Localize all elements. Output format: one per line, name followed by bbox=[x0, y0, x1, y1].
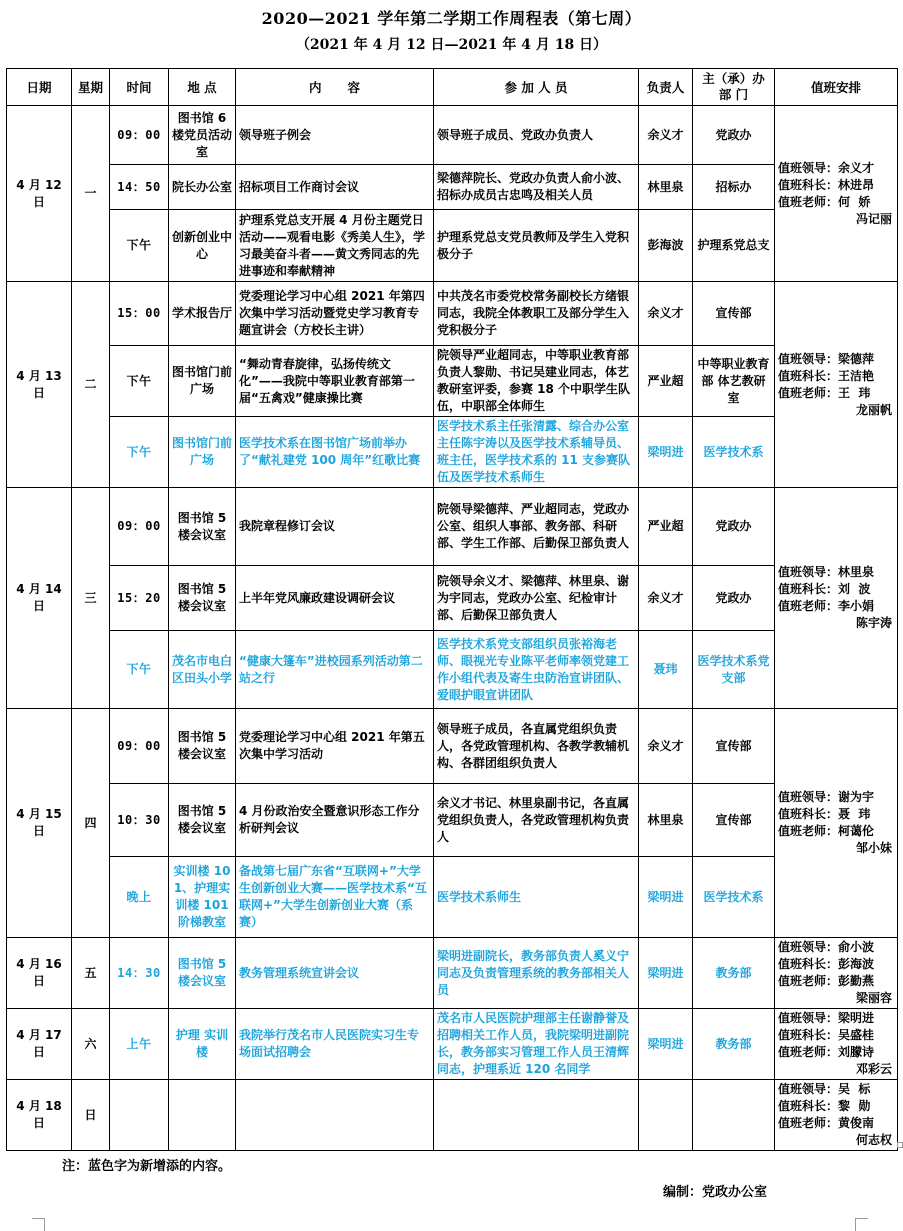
location-cell: 创新创业中心 bbox=[169, 210, 236, 282]
host-dept-cell: 护理系党总支 bbox=[693, 210, 775, 282]
table-row bbox=[7, 1080, 898, 1151]
responsible-cell: 梁明进 bbox=[639, 938, 693, 1009]
location-cell: 图书馆门前广场 bbox=[169, 346, 236, 417]
duty-chief: 值班科长：林进昂 bbox=[778, 177, 875, 192]
content-cell: 护理系党总支开展 4 月份主题党日活动——观看电影《秀美人生》，学习最美奋斗者——黄文秀同志的先进事迹和奉献精神 bbox=[236, 210, 434, 282]
responsible-cell: 余义才 bbox=[639, 709, 693, 784]
duty-arrangement-cell bbox=[775, 488, 898, 709]
participants-cell: 中共茂名市委党校常务副校长方绪银同志，我院全体教职工及部分学生入党积极分子 bbox=[434, 282, 639, 346]
responsible-cell: 林里泉 bbox=[639, 784, 693, 857]
participants-cell: 医学技术系主任张清露、综合办公室主任陈宇涛以及医学技术系辅导员、班主任，医学技术系的 11 支参赛队伍及医学技术系师生 bbox=[434, 417, 639, 488]
date-cell: 4 月 13 日 bbox=[7, 282, 72, 488]
duty-teacher: 值班老师：李小娟 bbox=[778, 599, 875, 613]
content-cell: 领导班子例会 bbox=[236, 106, 434, 165]
participants-cell: 茂名市人民医院护理部主任谢静誉及招聘相关工作人员，我院梁明进副院长，教务部实习管理工作人员王清辉同志，护理系近 120 名同学 bbox=[434, 1009, 639, 1080]
duty-leader: 值班领导：林里泉 bbox=[778, 565, 875, 579]
location-cell bbox=[169, 1080, 236, 1151]
date-cell: 4 月 17 日 bbox=[7, 1009, 72, 1080]
participants-cell: 院领导梁德萍、严业超同志，党政办公室、组织人事部、教务部、科研部、学生工作部、后勤保卫部负责人 bbox=[434, 488, 639, 566]
duty-arrangement-cell bbox=[775, 938, 898, 1009]
content-cell: 招标项目工作商讨会议 bbox=[236, 165, 434, 210]
participants-cell: 医学技术系党支部组织员张裕海老师、眼视光专业陈平老师率领党建工作小组代表及寄生虫防治宣讲团队、爱眼护眼宣讲团队 bbox=[434, 631, 639, 709]
legend-note: 注：蓝色字为新增添的内容。 bbox=[62, 1159, 232, 1174]
participants-cell bbox=[434, 1080, 639, 1151]
host-dept-cell: 医学技术系 bbox=[693, 417, 775, 488]
table-row bbox=[7, 106, 898, 165]
header-host-dept bbox=[693, 69, 775, 106]
host-dept-cell: 招标办 bbox=[693, 165, 775, 210]
time-cell: 上午 bbox=[110, 1009, 169, 1080]
duty-arrangement-cell bbox=[775, 1009, 898, 1080]
location-cell: 图书馆 5 楼会议室 bbox=[169, 784, 236, 857]
participants-cell: 领导班子成员、党政办负责人 bbox=[434, 106, 639, 165]
date-cell: 4 月 12 日 bbox=[7, 106, 72, 282]
duty-teacher-2: 冯记丽 bbox=[855, 211, 892, 226]
participants-cell: 院领导余义才、梁德萍、林里泉、谢为宇同志，党政办公室、纪检审计部、后勤保卫部负责人 bbox=[434, 566, 639, 631]
duty-chief: 值班科长：黎 勋 bbox=[778, 1099, 871, 1113]
table-row bbox=[7, 165, 898, 210]
host-dept-cell: 医学技术系党支部 bbox=[693, 631, 775, 709]
content-cell: 备战第七届广东省“互联网+”大学生创新创业大赛——医学技术系“互联网+”大学生创新创业大赛（系赛） bbox=[236, 857, 434, 938]
weekday-cell: 一 bbox=[72, 106, 110, 282]
responsible-cell: 严业超 bbox=[639, 346, 693, 417]
table-row bbox=[7, 709, 898, 784]
duty-arrangement-cell bbox=[775, 709, 898, 938]
duty-teacher-2: 邹小妹 bbox=[855, 841, 892, 855]
page-title: 2020—2021 学年第二学期工作周程表（第七周） bbox=[261, 9, 642, 28]
content-cell: 我院举行茂名市人民医院实习生专场面试招聘会 bbox=[236, 1009, 434, 1080]
duty-chief: 值班科长：聂 玮 bbox=[778, 807, 871, 821]
host-dept-cell: 宣传部 bbox=[693, 282, 775, 346]
time-cell: 下午 bbox=[110, 346, 169, 417]
responsible-cell: 林里泉 bbox=[639, 165, 693, 210]
duty-arrangement-cell bbox=[775, 106, 898, 282]
table-row bbox=[7, 282, 898, 346]
table-header-row bbox=[7, 69, 898, 106]
time-cell: 09：00 bbox=[110, 709, 169, 784]
weekday-cell: 四 bbox=[72, 709, 110, 938]
header-location: 地 点 bbox=[169, 69, 236, 106]
duty-chief: 值班科长：彭海波 bbox=[778, 957, 875, 971]
location-cell: 图书馆 6 楼党员活动室 bbox=[169, 106, 236, 165]
header-duty: 值班安排 bbox=[775, 69, 898, 106]
content-cell: 我院章程修订会议 bbox=[236, 488, 434, 566]
responsible-cell: 梁明进 bbox=[639, 417, 693, 488]
page-corner-mark-right bbox=[855, 1218, 868, 1231]
responsible-cell: 余义才 bbox=[639, 566, 693, 631]
duty-teacher: 值班老师：柯蔼伦 bbox=[778, 824, 875, 838]
host-dept-cell: 党政办 bbox=[693, 566, 775, 631]
content-cell: 4 月份政治安全暨意识形态工作分析研判会议 bbox=[236, 784, 434, 857]
location-cell: 护理 实训楼 bbox=[169, 1009, 236, 1080]
participants-cell: 梁明进副院长，教务部负责人奚义宁同志及负责管理系统的教务部相关人员 bbox=[434, 938, 639, 1009]
table-row bbox=[7, 857, 898, 938]
location-cell: 院长办公室 bbox=[169, 165, 236, 210]
time-cell: 下午 bbox=[110, 631, 169, 709]
time-cell bbox=[110, 1080, 169, 1151]
header-date: 日期 bbox=[7, 69, 72, 106]
responsible-cell: 彭海波 bbox=[639, 210, 693, 282]
weekday-cell: 日 bbox=[72, 1080, 110, 1151]
time-cell: 09：00 bbox=[110, 106, 169, 165]
host-dept-cell: 医学技术系 bbox=[693, 857, 775, 938]
time-cell: 14：50 bbox=[110, 165, 169, 210]
content-cell: “舞动青春旋律，弘扬传统文化”——我院中等职业教育部第一届“五禽戏”健康操比赛 bbox=[236, 346, 434, 417]
host-dept-cell: 宣传部 bbox=[693, 784, 775, 857]
table-row bbox=[7, 417, 898, 488]
host-dept-cell bbox=[693, 1080, 775, 1151]
header-responsible: 负责人 bbox=[639, 69, 693, 106]
participants-cell: 医学技术系师生 bbox=[434, 857, 639, 938]
responsible-cell: 余义才 bbox=[639, 106, 693, 165]
table-row bbox=[7, 566, 898, 631]
duty-arrangement-cell bbox=[775, 1080, 898, 1151]
duty-teacher-2: 龙丽帆 bbox=[855, 402, 892, 417]
weekly-schedule-table bbox=[6, 68, 898, 1151]
table-row bbox=[7, 346, 898, 417]
duty-teacher: 值班老师：黄俊南 bbox=[778, 1116, 875, 1130]
content-cell: 党委理论学习中心组 2021 年第四次集中学习活动暨党史学习教育专题宣讲会（方校长主讲） bbox=[236, 282, 434, 346]
responsible-cell: 余义才 bbox=[639, 282, 693, 346]
participants-cell: 护理系党总支党员教师及学生入党积极分子 bbox=[434, 210, 639, 282]
location-cell: 图书馆门前广场 bbox=[169, 417, 236, 488]
duty-leader: 值班领导：梁明进 bbox=[778, 1011, 875, 1025]
duty-teacher: 值班老师：王 玮 bbox=[778, 385, 871, 400]
location-cell: 图书馆 5 楼会议室 bbox=[169, 709, 236, 784]
host-dept-cell: 教务部 bbox=[693, 938, 775, 1009]
table-row bbox=[7, 631, 898, 709]
date-range-subtitle: （2021 年 4 月 12 日—2021 年 4 月 18 日） bbox=[295, 37, 608, 53]
duty-leader: 值班领导：余义才 bbox=[778, 160, 875, 175]
participants-cell: 院领导严业超同志，中等职业教育部负责人黎勋、书记吴建业同志，体艺教研室评委，参赛 18 个中职学生队伍，中职部全体师生 bbox=[434, 346, 639, 417]
time-cell: 14：30 bbox=[110, 938, 169, 1009]
duty-chief: 值班科长：吴盛桂 bbox=[778, 1028, 875, 1042]
header-participants: 参 加 人 员 bbox=[434, 69, 639, 106]
editor-credit: 编制：党政办公室 bbox=[663, 1185, 768, 1200]
duty-leader: 值班领导：梁德萍 bbox=[778, 351, 875, 366]
table-end-marker bbox=[897, 1142, 903, 1148]
host-dept-cell: 党政办 bbox=[693, 106, 775, 165]
date-cell: 4 月 16 日 bbox=[7, 938, 72, 1009]
duty-teacher-2: 陈宇涛 bbox=[855, 616, 892, 630]
responsible-cell: 严业超 bbox=[639, 488, 693, 566]
content-cell: 医学技术系在图书馆广场前举办了“献礼建党 100 周年”红歌比赛 bbox=[236, 417, 434, 488]
weekday-cell: 六 bbox=[72, 1009, 110, 1080]
time-cell: 下午 bbox=[110, 210, 169, 282]
date-cell: 4 月 15 日 bbox=[7, 709, 72, 938]
time-cell: 10：30 bbox=[110, 784, 169, 857]
schedule-body bbox=[7, 106, 898, 1151]
duty-teacher: 值班老师：彭勤燕 bbox=[778, 974, 875, 988]
table-row bbox=[7, 1009, 898, 1080]
duty-leader: 值班领导：吴 标 bbox=[778, 1082, 871, 1096]
responsible-cell: 聂玮 bbox=[639, 631, 693, 709]
content-cell: 上半年党风廉政建设调研会议 bbox=[236, 566, 434, 631]
location-cell: 实训楼 101、护理实训楼 101 阶梯教室 bbox=[169, 857, 236, 938]
host-dept-cell: 中等职业教育部 体艺教研室 bbox=[693, 346, 775, 417]
header-time: 时间 bbox=[110, 69, 169, 106]
table-row bbox=[7, 488, 898, 566]
location-cell: 图书馆 5 楼会议室 bbox=[169, 566, 236, 631]
responsible-cell: 梁明进 bbox=[639, 1009, 693, 1080]
location-cell: 学术报告厅 bbox=[169, 282, 236, 346]
time-cell: 晚上 bbox=[110, 857, 169, 938]
duty-arrangement-cell bbox=[775, 282, 898, 488]
participants-cell: 余义才书记、林里泉副书记，各直属党组织负责人，各党政管理机构负责人 bbox=[434, 784, 639, 857]
responsible-cell bbox=[639, 1080, 693, 1151]
table-row bbox=[7, 784, 898, 857]
responsible-cell: 梁明进 bbox=[639, 857, 693, 938]
weekday-cell: 二 bbox=[72, 282, 110, 488]
participants-cell: 梁德萍院长、党政办负责人俞小波、招标办成员古忠鸣及相关人员 bbox=[434, 165, 639, 210]
header-content: 内 容 bbox=[236, 69, 434, 106]
duty-chief: 值班科长：王洁艳 bbox=[778, 368, 875, 383]
duty-teacher-2: 邓彩云 bbox=[855, 1062, 892, 1076]
content-cell bbox=[236, 1080, 434, 1151]
time-cell: 15：00 bbox=[110, 282, 169, 346]
time-cell: 15：20 bbox=[110, 566, 169, 631]
date-cell: 4 月 18 日 bbox=[7, 1080, 72, 1151]
header-weekday: 星期 bbox=[72, 69, 110, 106]
duty-teacher: 值班老师：刘朦诗 bbox=[778, 1045, 875, 1059]
content-cell: 教务管理系统宣讲会议 bbox=[236, 938, 434, 1009]
location-cell: 茂名市电白区田头小学 bbox=[169, 631, 236, 709]
weekday-cell: 五 bbox=[72, 938, 110, 1009]
location-cell: 图书馆 5 楼会议室 bbox=[169, 938, 236, 1009]
header-host-dept-line2: 部 门 bbox=[718, 87, 749, 102]
duty-leader: 值班领导：俞小波 bbox=[778, 940, 875, 954]
location-cell: 图书馆 5 楼会议室 bbox=[169, 488, 236, 566]
table-row bbox=[7, 938, 898, 1009]
host-dept-cell: 宣传部 bbox=[693, 709, 775, 784]
participants-cell: 领导班子成员，各直属党组织负责人，各党政管理机构、各教学教辅机构、各群团组织负责人 bbox=[434, 709, 639, 784]
duty-teacher-2: 梁丽容 bbox=[855, 991, 892, 1005]
header-host-dept-line1: 主（承）办 bbox=[702, 71, 765, 86]
time-cell: 09：00 bbox=[110, 488, 169, 566]
content-cell: “健康大篷车”进校园系列活动第二站之行 bbox=[236, 631, 434, 709]
host-dept-cell: 教务部 bbox=[693, 1009, 775, 1080]
date-cell: 4 月 14 日 bbox=[7, 488, 72, 709]
duty-teacher-2: 何志权 bbox=[855, 1133, 892, 1147]
page-corner-mark-left bbox=[32, 1218, 45, 1231]
duty-chief: 值班科长：刘 波 bbox=[778, 582, 871, 596]
duty-teacher: 值班老师：何 娇 bbox=[778, 194, 871, 209]
duty-leader: 值班领导：谢为宇 bbox=[778, 790, 875, 804]
host-dept-cell: 党政办 bbox=[693, 488, 775, 566]
weekday-cell: 三 bbox=[72, 488, 110, 709]
content-cell: 党委理论学习中心组 2021 年第五次集中学习活动 bbox=[236, 709, 434, 784]
table-row bbox=[7, 210, 898, 282]
time-cell: 下午 bbox=[110, 417, 169, 488]
